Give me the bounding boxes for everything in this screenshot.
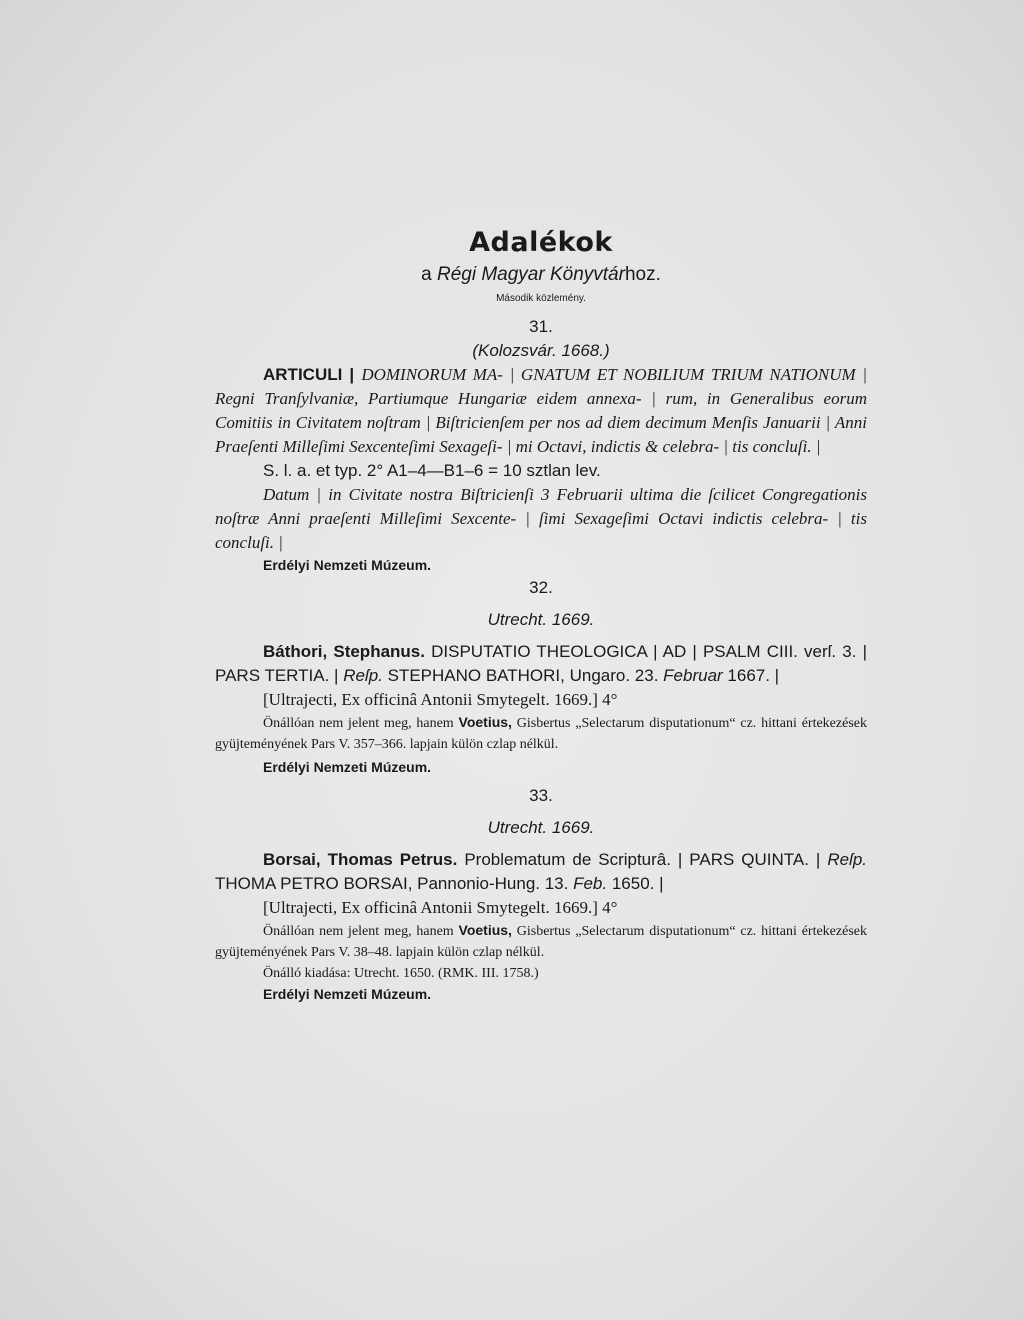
entry-place: Utrecht. 1669. [487, 818, 595, 837]
entry-place: Utrecht. 1669. [487, 610, 595, 629]
installment-note: Második közlemény. [496, 293, 586, 304]
subtitle-italic: Régi Magyar Könyvtár [436, 264, 625, 285]
entry-note-pre: Önállóan nem jelent meg, hanem [263, 716, 459, 731]
entry-title-a: Problematum de Scripturâ. | PARS QUINTA. | [457, 850, 828, 869]
entry-title-a: DISPUTATIO THEOLOGICA | AD | PSALM CIII. verſ. 3. | PARS TERTIA. | [215, 642, 867, 685]
entry-note-post: Gisbertus „Selectarum disputationum“ cz. hittani értekezések gyüjteményének Pars V. 357–366. lapjain külön czlap nélkül. [215, 716, 867, 752]
entry-author: Borsai, Thomas Petrus. [263, 850, 458, 869]
entry-title-c: 1650. | [607, 874, 664, 893]
entry-place: (Kolozsvár. 1668.) [472, 341, 610, 360]
entry-note-post: Gisbertus „Selectarum disputationum“ cz. hittani értekezések gyüjteményének Pars V. 38–48. lapjain külön czlap nélkül. [215, 924, 867, 960]
entry-note-pre: Önállóan nem jelent meg, hanem [263, 924, 459, 939]
entry-title [215, 640, 867, 688]
entry-title-c: 1667. | [722, 666, 780, 685]
entry-colophon: Datum | in Civitate nostra Biſtricienſi 3 Februarii ultima die ſcilicet Congregationis noſtræ Anni praeſenti Milleſimi Sexcente- | ſimi Sexageſimi Octavi indictis celebra- | tis concluſi. | [215, 485, 867, 552]
entry-title-b: STEPHANO BATHORI, Ungaro. 23. [382, 666, 664, 685]
entry-note [215, 712, 867, 755]
document-page [215, 225, 867, 1005]
entry-note [215, 920, 867, 963]
entry-resp: Reſp. [343, 666, 383, 685]
entry-imprint: [Ultrajecti, Ex officinâ Antonii Smytegelt. 1669.] 4° [263, 898, 618, 917]
entry-author: Báthori, Stephanus. [263, 642, 425, 661]
page-subtitle [215, 263, 867, 287]
entry-title [215, 848, 867, 896]
entry-edition: Önálló kiadása: Utrecht. 1650. (RMK. III. 1758.) [263, 966, 539, 981]
entry-resp: Reſp. [827, 850, 867, 869]
entry-31 [215, 315, 867, 576]
entry-holder: Erdélyi Nemzeti Múzeum. [263, 557, 432, 573]
entry-title-b: THOMA PETRO BORSAI, Pannonio-Hung. 13. [215, 874, 574, 893]
entry-title [215, 363, 867, 459]
subtitle-pre: a [421, 264, 437, 285]
entry-title-lead: ARTICULI | [263, 365, 362, 384]
entry-feb: Februar [663, 666, 723, 685]
entry-feb: Feb. [573, 874, 608, 893]
entry-32 [215, 576, 867, 778]
subtitle-post: hoz. [624, 264, 661, 285]
entry-imprint: S. l. a. et typ. 2° A1–4—B1–6 = 10 sztlan lev. [263, 461, 601, 480]
entry-number: 33. [529, 786, 553, 805]
entry-note-name: Voetius, [458, 714, 512, 730]
page-title: Adalékok [469, 227, 613, 258]
entry-33 [215, 784, 867, 1005]
entry-holder: Erdélyi Nemzeti Múzeum. [263, 986, 432, 1002]
entry-note-name: Voetius, [458, 922, 512, 938]
entry-title-text: DOMINORUM MA- | GNATUM ET NOBILIUM TRIUM NATIONUM | Regni Tranſylvaniæ, Partiumque Hungariæ eidem annexa- | rum, in Generalibus eorum Comitiis in Civitatem noſtram | Biſtricienſem per nos ad diem decimum Menſis Januarii | Anni Praeſenti Milleſimi Sexcenteſimi Sexageſi- | mi Octavi, indictis & celebra- | tis concluſi. | [215, 365, 868, 456]
entry-number: 31. [529, 317, 553, 336]
entry-imprint: [Ultrajecti, Ex officinâ Antonii Smytegelt. 1669.] 4° [263, 690, 618, 709]
entry-holder: Erdélyi Nemzeti Múzeum. [263, 759, 432, 775]
entry-number: 32. [529, 578, 553, 597]
